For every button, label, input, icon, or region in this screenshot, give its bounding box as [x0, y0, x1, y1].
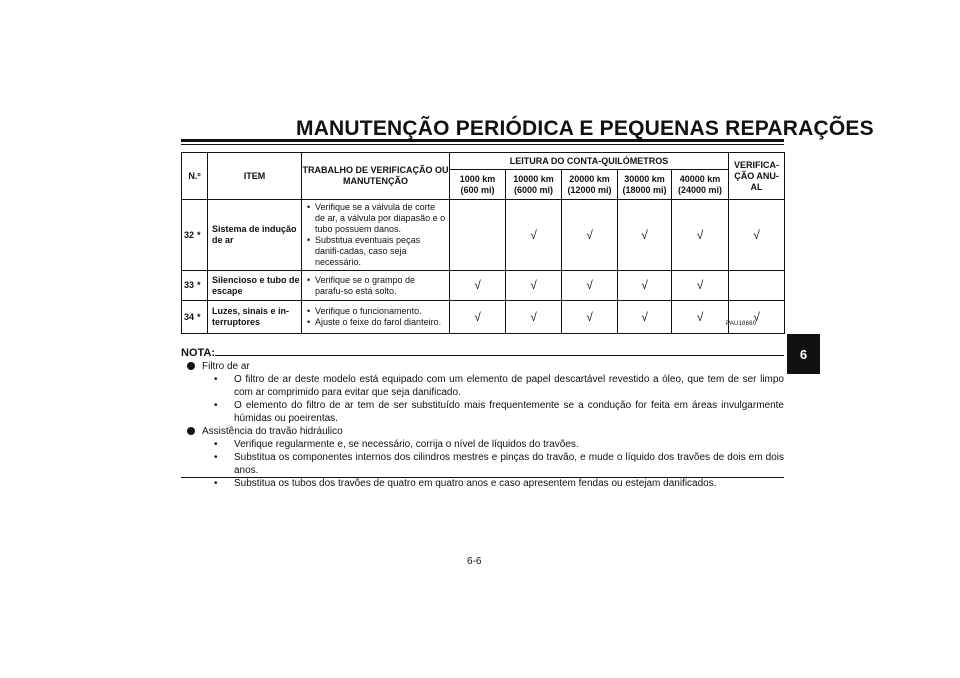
- row-work: [302, 271, 450, 301]
- table-row: [182, 271, 785, 301]
- page-title: MANUTENÇÃO PERIÓDICA E PEQUENAS REPARAÇÕES: [296, 117, 874, 140]
- check-cell: √: [450, 301, 506, 334]
- check-cell: √: [672, 271, 729, 301]
- row-work: [302, 301, 450, 334]
- odometer-header-cell: 30000 km (18000 mi): [618, 170, 672, 200]
- check-cell: [450, 200, 506, 271]
- note-group-hydraulic-brake: [181, 425, 784, 490]
- check-cell: √: [729, 200, 785, 271]
- note-item: • Substitua os componentes internos dos cilindros mestres e pinças do travão, e mude o líquido dos travões de dois em dois anos.: [214, 451, 784, 477]
- note-body: [181, 360, 784, 490]
- page-number: 6-6: [467, 556, 482, 567]
- title-rule: [181, 139, 784, 142]
- work-step: • Verifique se a válvula de corte de ar, a válvula por diapasão e o tubo possuem danos.: [305, 202, 446, 235]
- note-group-title: Filtro de ar: [202, 361, 250, 372]
- note-item: • O elemento do filtro de ar tem de ser substituído mais frequentemente se a condução for feita em áreas invulgarmente húmidas ou poeirentas.: [214, 399, 784, 425]
- note-item: • Substitua os tubos dos travões de quatro em quatro anos e caso apresentem fendas ou estejam danificados.: [214, 477, 784, 490]
- check-cell: √: [618, 200, 672, 271]
- bottom-rule: [181, 477, 784, 478]
- work-step: • Verifique o funcionamento.: [305, 306, 446, 317]
- row-work: [302, 200, 450, 271]
- check-cell: √: [618, 271, 672, 301]
- check-cell: √: [562, 301, 618, 334]
- bullet-dot-icon: [187, 427, 195, 435]
- check-cell: √: [729, 301, 785, 334]
- maintenance-table: [181, 152, 785, 334]
- note-group-title: Assistência do travão hidráulico: [202, 426, 343, 437]
- row-item: Sistema de indução de ar: [208, 200, 302, 271]
- odometer-header-cell: 40000 km (24000 mi): [672, 170, 729, 200]
- header-work: TRABALHO DE VERIFICAÇÃO OU MANUTENÇÃO: [302, 153, 450, 200]
- check-cell: √: [562, 200, 618, 271]
- row-item: Luzes, sinais e in-terruptores: [208, 301, 302, 334]
- odometer-header-cell: 1000 km (600 mi): [450, 170, 506, 200]
- table-row: [182, 301, 785, 334]
- asterisk-marker: *: [197, 229, 201, 240]
- check-cell: √: [450, 271, 506, 301]
- odometer-header-cell: 10000 km (6000 mi): [506, 170, 562, 200]
- check-cell: √: [506, 271, 562, 301]
- asterisk-marker: *: [197, 280, 201, 290]
- document-code: PAU18680: [726, 321, 757, 327]
- table-row: [182, 200, 785, 271]
- note-item: • Verifique regularmente e, se necessário, corrija o nível de líquidos do travões.: [214, 438, 784, 451]
- check-cell: √: [562, 271, 618, 301]
- title-rule-thin: [181, 144, 784, 145]
- bullet-dot-icon: [187, 362, 195, 370]
- check-cell: √: [618, 301, 672, 334]
- asterisk-marker: *: [197, 311, 201, 322]
- check-cell: √: [672, 200, 729, 271]
- row-number: 33 *: [182, 271, 208, 301]
- note-rule: [215, 355, 784, 356]
- check-cell: √: [506, 301, 562, 334]
- header-odometer: LEITURA DO CONTA-QUILÓMETROS: [450, 153, 729, 170]
- work-step: • Ajuste o feixe do farol dianteiro.: [305, 317, 446, 328]
- header-num: N.º: [182, 153, 208, 200]
- note-item: • O filtro de ar deste modelo está equipado com um elemento de papel descartável revestido a óleo, que tem de ser limpo com ar comprimido para evitar que seja danificado.: [214, 373, 784, 399]
- header-item: ITEM: [208, 153, 302, 200]
- row-number: 34 *: [182, 301, 208, 334]
- note-heading: NOTA:: [181, 347, 216, 359]
- odometer-header-cell: 20000 km (12000 mi): [562, 170, 618, 200]
- header-annual: VERIFICA-ÇÃO ANU-AL: [729, 153, 785, 200]
- check-cell: √: [672, 301, 729, 334]
- section-tab: 6: [787, 334, 820, 374]
- check-cell: [729, 271, 785, 301]
- row-item: Silencioso e tubo de escape: [208, 271, 302, 301]
- row-number: 32 *: [182, 200, 208, 271]
- work-step: • Substitua eventuais peças danifi-cadas, caso seja necessário.: [305, 235, 446, 268]
- work-step: • Verifique se o grampo de parafu-so está solto.: [305, 275, 446, 297]
- note-group-air-filter: [181, 360, 784, 425]
- check-cell: √: [506, 200, 562, 271]
